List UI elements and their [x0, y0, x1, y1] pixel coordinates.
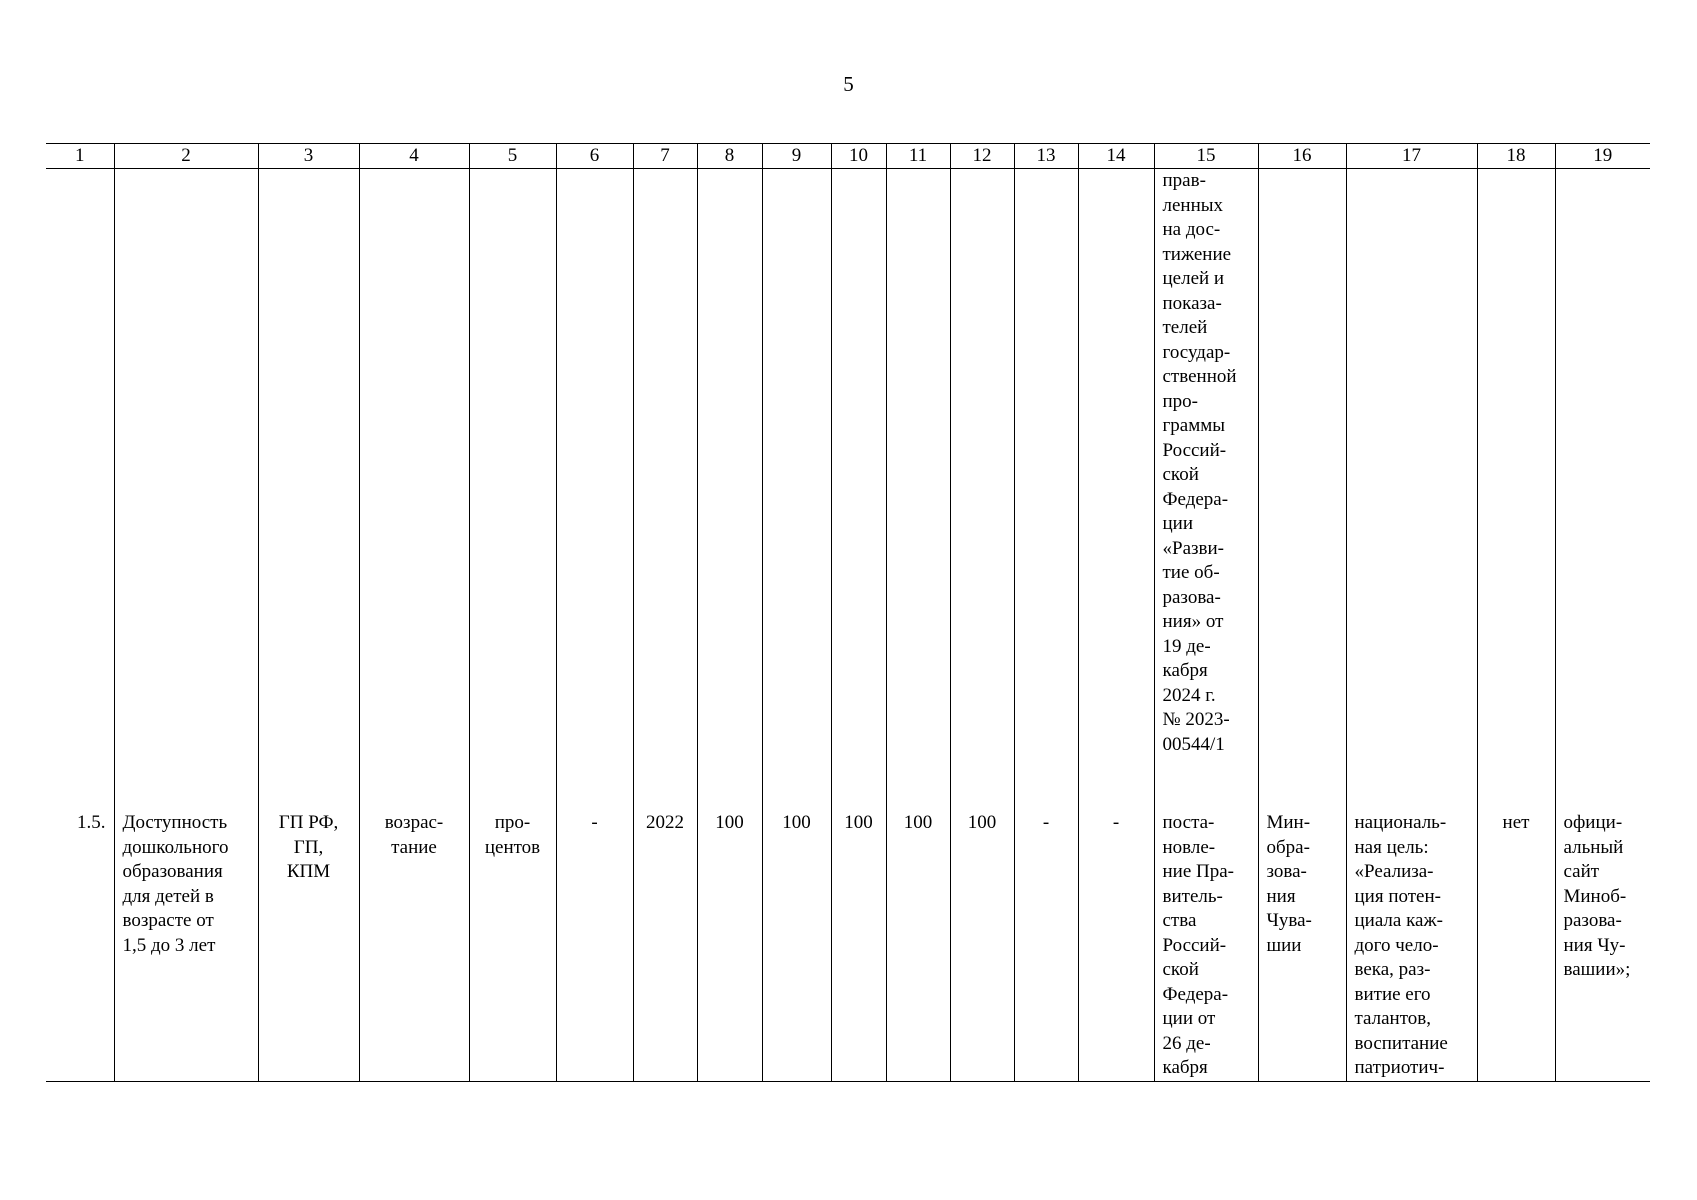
value-cell: 100 — [886, 811, 950, 1082]
header-cell: 10 — [831, 144, 886, 169]
table-cell — [633, 169, 697, 812]
header-cell: 8 — [697, 144, 762, 169]
text-line: 2024 г. — [1162, 684, 1216, 706]
text-line: ства — [1162, 910, 1197, 931]
text-line: обра- — [1266, 836, 1310, 858]
text-line: альный — [1563, 836, 1624, 858]
text-line: кабря — [1162, 660, 1208, 681]
row-number-cell: 1.5. — [46, 811, 114, 1082]
text-line: КПМ — [286, 861, 331, 882]
text-line: витие его — [1354, 983, 1431, 1005]
header-cell: 11 — [886, 144, 950, 169]
text-line: новле- — [1162, 836, 1216, 858]
header-cell: 4 — [359, 144, 469, 169]
text-line: целей и — [1162, 268, 1225, 289]
table-cell — [1014, 169, 1078, 812]
header-cell: 17 — [1346, 144, 1477, 169]
text-line: возрасте от — [122, 910, 214, 931]
text-line: тие об- — [1162, 562, 1220, 583]
text-line: века, раз- — [1354, 959, 1431, 980]
info-system-cell — [1555, 811, 1650, 1082]
text-line: зова- — [1266, 861, 1307, 882]
text-line: центов — [484, 836, 541, 858]
table-cell — [359, 169, 469, 812]
value-cell: 100 — [697, 811, 762, 1082]
value-cell: 100 — [831, 811, 886, 1082]
text-line: Доступность — [122, 812, 228, 833]
table-cell — [831, 169, 886, 812]
text-line: витель- — [1162, 885, 1223, 907]
header-cell: 7 — [633, 144, 697, 169]
text-line: ние Пра- — [1162, 861, 1235, 882]
table-cell — [886, 169, 950, 812]
text-line: «Реализа- — [1354, 861, 1434, 882]
text-line: Россий- — [1162, 934, 1227, 956]
text-line: дого чело- — [1354, 934, 1439, 956]
text-line: образования — [122, 861, 223, 882]
text-line: ция потен- — [1354, 885, 1441, 907]
text-line: Мин- — [1266, 812, 1311, 833]
table-row-1-5 — [46, 811, 1650, 1082]
text-line: для детей в — [122, 885, 214, 907]
table-cell — [1555, 169, 1650, 812]
text-line: показа- — [1162, 292, 1222, 314]
text-line: возрас- — [384, 812, 444, 833]
text-line: ГП РФ, — [278, 812, 339, 833]
value-cell: 100 — [950, 811, 1014, 1082]
header-cell: 9 — [762, 144, 831, 169]
header-cell: 3 — [258, 144, 359, 169]
national-goal-cell — [1346, 811, 1477, 1082]
table-header-row — [46, 144, 1650, 169]
indicators-table — [46, 143, 1650, 1082]
text-line: 1,5 до 3 лет — [122, 934, 216, 956]
text-line: разова- — [1563, 910, 1622, 931]
value-cell: - — [1078, 811, 1154, 1082]
text-line: дошкольного — [122, 836, 229, 858]
header-cell: 16 — [1258, 144, 1346, 169]
table-cell — [46, 169, 114, 812]
text-line: вашии»; — [1563, 959, 1631, 980]
table-cell — [697, 169, 762, 812]
text-line: офици- — [1563, 812, 1623, 833]
text-line: граммы — [1162, 415, 1226, 436]
text-line: поста- — [1162, 812, 1215, 833]
header-cell: 18 — [1477, 144, 1555, 169]
legal-basis-cell — [1154, 811, 1258, 1082]
value-cell: 100 — [762, 811, 831, 1082]
indicator-name-cell — [114, 811, 258, 1082]
table-cell — [258, 169, 359, 812]
text-line: Федера- — [1162, 488, 1229, 510]
indicator-level-cell — [258, 811, 359, 1082]
text-line: ния Чу- — [1563, 934, 1626, 956]
table-cell — [950, 169, 1014, 812]
header-cell: 15 — [1154, 144, 1258, 169]
text-line: талантов, — [1354, 1008, 1431, 1029]
header-cell: 13 — [1014, 144, 1078, 169]
text-line: воспитание — [1354, 1032, 1448, 1054]
table-cell — [556, 169, 633, 812]
unit-cell — [469, 811, 556, 1082]
table-cell — [114, 169, 258, 812]
base-year-cell: 2022 — [633, 811, 697, 1082]
table-cell — [1346, 169, 1477, 812]
header-cell: 6 — [556, 144, 633, 169]
base-value-cell: - — [556, 811, 633, 1082]
text-line: циала каж- — [1354, 910, 1443, 931]
text-line: про- — [1162, 390, 1198, 412]
table-cell — [762, 169, 831, 812]
header-cell: 14 — [1078, 144, 1154, 169]
header-cell: 19 — [1555, 144, 1650, 169]
text-line: шии — [1266, 934, 1302, 956]
text-line: про- — [494, 812, 531, 833]
text-line: 26 де- — [1162, 1032, 1211, 1054]
text-line: кабря — [1162, 1057, 1208, 1078]
header-cell: 12 — [950, 144, 1014, 169]
responsible-cell — [1258, 811, 1346, 1082]
text-line: Чува- — [1266, 910, 1312, 931]
text-line: государ- — [1162, 341, 1231, 363]
header-cell: 5 — [469, 144, 556, 169]
trend-cell — [359, 811, 469, 1082]
text-line: тижение — [1162, 243, 1232, 265]
page-number: 5 — [843, 72, 854, 96]
text-line: сайт — [1563, 861, 1600, 882]
text-line: 00544/1 — [1162, 733, 1225, 755]
text-line: на дос- — [1162, 219, 1221, 240]
text-line: ния — [1266, 885, 1296, 907]
text-line: патриотич- — [1354, 1057, 1445, 1078]
text-line: тание — [391, 836, 437, 858]
value-cell: - — [1014, 811, 1078, 1082]
text-line: № 2023- — [1162, 709, 1230, 730]
table-row-continuation — [46, 169, 1650, 812]
text-line: ской — [1162, 959, 1199, 980]
header-cell: 2 — [114, 144, 258, 169]
flag-cell: нет — [1477, 811, 1555, 1082]
text-line: Федера- — [1162, 983, 1229, 1005]
text-line: разова- — [1162, 586, 1221, 608]
table-cell — [1258, 169, 1346, 812]
text-line: прав- — [1162, 170, 1206, 191]
header-cell: 1 — [46, 144, 114, 169]
legal-basis-cell — [1154, 169, 1258, 812]
table-cell — [1078, 169, 1154, 812]
text-line: ГП, — [293, 836, 324, 858]
text-line: 19 де- — [1162, 635, 1211, 657]
text-line: националь- — [1354, 812, 1447, 833]
text-line: телей — [1162, 317, 1208, 338]
text-line: ная цель: — [1354, 836, 1429, 858]
table-cell — [469, 169, 556, 812]
text-line: «Разви- — [1162, 537, 1224, 559]
text-line: ния» от — [1162, 611, 1224, 632]
text-line: ции — [1162, 513, 1194, 534]
text-line: ленных — [1162, 194, 1224, 216]
text-line: ции от — [1162, 1008, 1216, 1029]
text-line: Россий- — [1162, 439, 1227, 461]
text-line: ской — [1162, 464, 1199, 485]
text-line: ственной — [1162, 366, 1237, 387]
text-line: Миноб- — [1563, 885, 1627, 907]
table-cell — [1477, 169, 1555, 812]
